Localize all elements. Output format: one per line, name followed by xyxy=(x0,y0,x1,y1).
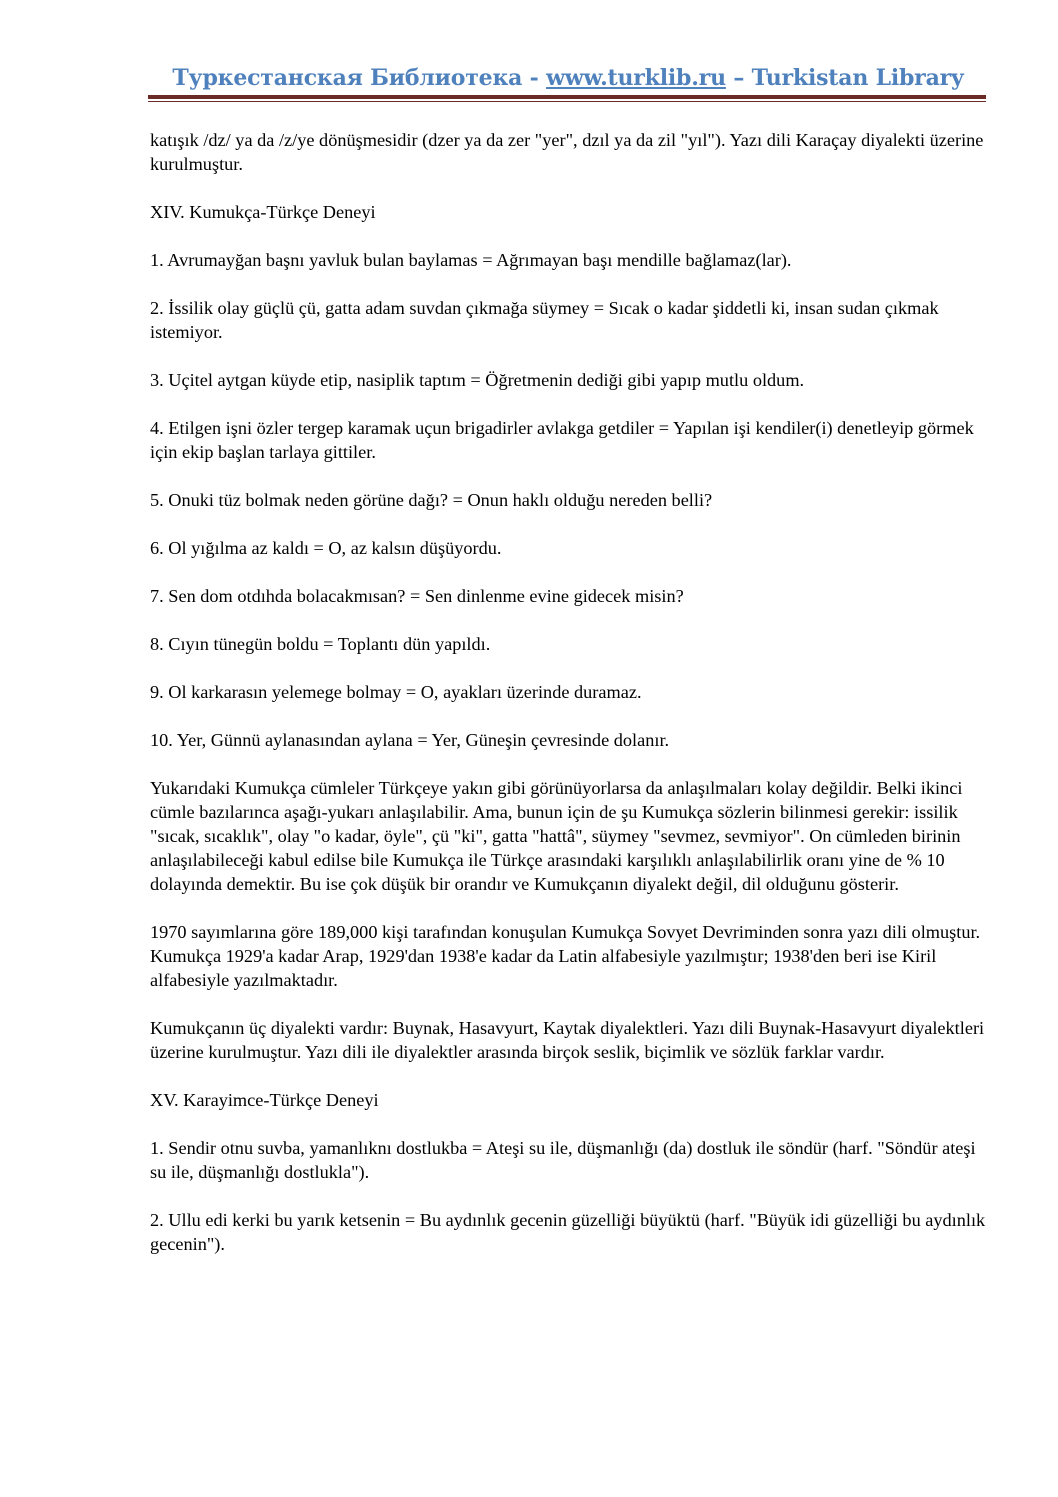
example-sentence: 9. Ol karkarasın yelemege bolmay = O, ayakları üzerinde duramaz. xyxy=(150,682,642,702)
header-url-link[interactable]: www.turklib.ru xyxy=(546,65,726,91)
paragraph: 1970 sayımlarına göre 189,000 kişi tarafından konuşulan Kumukça Sovyet Devriminden sonra yazı dili olmuştur. Kumukça 1929'a kadar Arap, 1929'dan 1938'e kadar da Latin alfabesiyle yazılmıştır; 1938'den beri ise Kiril alfabesiyle yazılmaktadır. xyxy=(150,922,981,990)
example-sentence: 2. İssilik olay güçlü çü, gatta adam suvdan çıkmağa süymey = Sıcak o kadar şiddetli ki, insan sudan çıkmak istemiyor. xyxy=(150,298,939,342)
header-title-part1: Туркестанская Библиотека - xyxy=(172,65,547,91)
example-sentence: 7. Sen dom otdıhda bolacakmısan? = Sen dinlenme evine gidecek misin? xyxy=(150,586,684,606)
section-heading: XIV. Kumukça-Türkçe Deneyi xyxy=(150,202,376,222)
header-rule-thin xyxy=(148,101,986,102)
paragraph: Yukarıdaki Kumukça cümleler Türkçeye yakın gibi görünüyorlarsa da anlaşılmaları kolay değildir. Belki ikinci cümle bazılarınca aşağı-yukarı anlaşılabilir. Ama, bunun için de şu Kumukça sözlerin bilinmesi gerekir: issilik "sıcak, sıcaklık", olay "o kadar, öyle", çü "ki", gatta "hattâ", süymey "sevmez, sevmiyor". On cümleden birinin anlaşılabileceği kabul edilse bile Kumukça ile Türkçe arasındaki karşılıklı anlaşılabilirlik oranı yine de % 10 dolayında demektir. Bu ise çok düşük bir orandır ve Kumukçanın diyalekt değil, dil olduğunu gösterir. xyxy=(150,778,963,894)
example-sentence: 10. Yer, Günnü aylanasından aylana = Yer, Güneşin çevresinde dolanır. xyxy=(150,730,670,750)
example-sentence: 3. Uçitel aytgan küyde etip, nasiplik taptım = Öğretmenin dediği gibi yapıp mutlu oldum. xyxy=(150,370,805,390)
header-title-part2: – Turkistan Library xyxy=(725,65,964,91)
example-sentence: 1. Sendir otnu suvba, yamanlıknı dostlukba = Ateşi su ile, düşmanlığı (da) dostluk ile söndür (harf. "Söndür ateşi su ile, düşmanlığı dostlukla"). xyxy=(150,1138,976,1182)
document-body xyxy=(150,128,988,1280)
paragraph: katışık /dz/ ya da /z/ye dönüşmesidir (dzer ya da zer "yer", dzıl ya da zil "yıl"). Yazı dili Karaçay diyalekti üzerine kurulmuştur. xyxy=(150,130,984,174)
example-sentence: 4. Etilgen işni özler tergep karamak uçun brigadirler avlakga getdiler = Yapılan işi kendiler(i) denetleyip görmek için ekip başlan tarlaya gittiler. xyxy=(150,418,974,462)
example-sentence: 8. Cıyın tünegün boldu = Toplantı dün yapıldı. xyxy=(150,634,491,654)
section-heading: XV. Karayimce-Türkçe Deneyi xyxy=(150,1090,379,1110)
example-sentence: 1. Avrumayğan başnı yavluk bulan baylamas = Ağrımayan başı mendille bağlamaz(lar). xyxy=(150,250,792,270)
example-sentence: 5. Onuki tüz bolmak neden görüne dağı? = Onun haklı olduğu nereden belli? xyxy=(150,490,713,510)
paragraph: Kumukçanın üç diyalekti vardır: Buynak, Hasavyurt, Kaytak diyalektleri. Yazı dili Buynak-Hasavyurt diyalektleri üzerine kurulmuştur. Yazı dili ile diyalektler arasında birçok seslik, biçimlik ve sözlük farklar vardır. xyxy=(150,1018,985,1062)
header-rule xyxy=(148,95,986,99)
example-sentence: 6. Ol yığılma az kaldı = O, az kalsın düşüyordu. xyxy=(150,538,502,558)
page-header xyxy=(150,62,986,94)
example-sentence: 2. Ullu edi kerki bu yarık ketsenin = Bu aydınlık gecenin güzelliği büyüktü (harf. "Büyük idi güzelliği bu aydınlık gecenin"). xyxy=(150,1210,986,1254)
